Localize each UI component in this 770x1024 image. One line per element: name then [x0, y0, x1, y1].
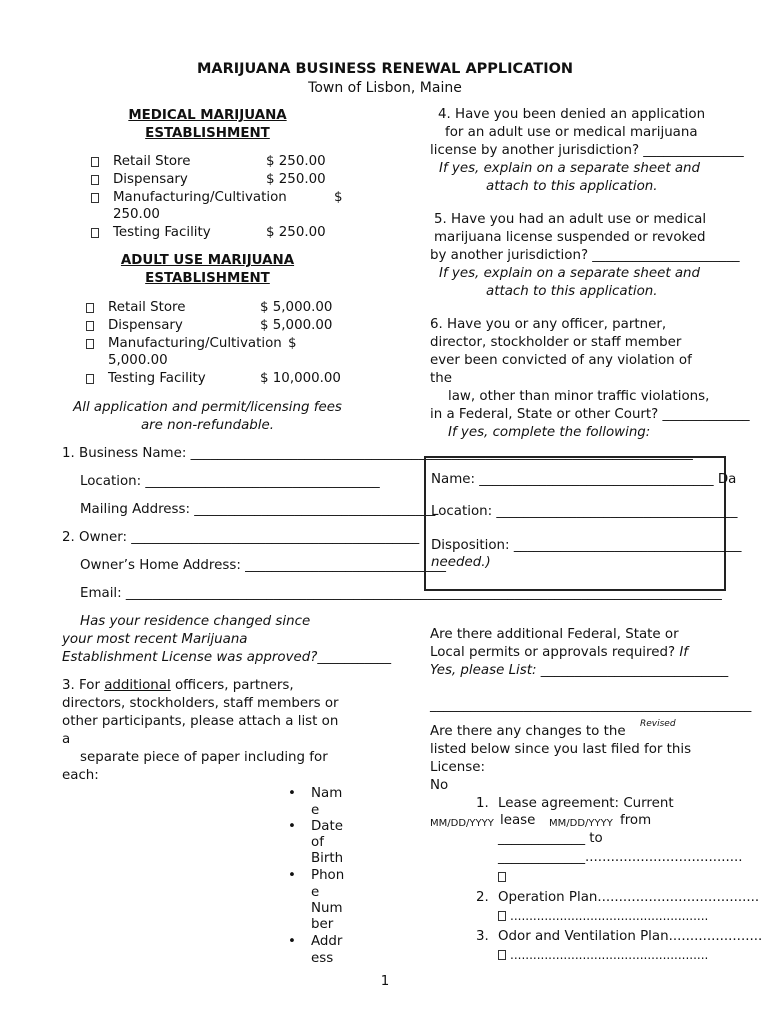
adult-testing-label: Testing Facility	[108, 371, 206, 386]
medical-manufacturing-checkbox[interactable]	[91, 193, 99, 203]
lease-from-blank[interactable]: _____________ to	[498, 831, 603, 846]
owner-field[interactable]: 2. Owner: ___________________________________________	[62, 530, 420, 545]
bullet-text: Phon	[311, 868, 345, 883]
q3-line1-emphasis: additional	[104, 678, 171, 693]
fees-note-line2: are non-refundable.	[140, 418, 275, 433]
bullet-text: e	[311, 803, 320, 818]
medical-manufacturing-fee: $	[334, 190, 343, 205]
medical-heading-line2: ESTABLISHMENT	[145, 126, 270, 141]
q5-line1: 5. Have you had an adult use or medical	[434, 212, 707, 227]
email-field[interactable]: Email: _________________________________________________________________________________________	[80, 586, 722, 601]
adult-retail-label: Retail Store	[108, 300, 186, 315]
date-label-b: MM/DD/YYYY	[549, 818, 613, 829]
odor-checkbox[interactable]	[498, 950, 506, 960]
medical-testing-label: Testing Facility	[113, 225, 211, 240]
medical-testing-checkbox[interactable]	[91, 228, 99, 238]
q6-line6[interactable]: in a Federal, State or other Court? _____________	[430, 407, 750, 422]
item-text: Lease agreement: Current	[498, 796, 674, 811]
bullet-text: Date	[311, 819, 344, 834]
medical-manufacturing-fee-amount: 250.00	[113, 207, 160, 222]
q4-line1: 4. Have you been denied an application	[438, 107, 706, 122]
q5-line2: marijuana license suspended or revoked	[434, 230, 706, 245]
permits-line2	[430, 644, 688, 662]
date-label-a: MM/DD/YYYY	[430, 818, 494, 829]
from-text: from	[620, 813, 652, 828]
residence-line3[interactable]: Establishment License was approved?___________	[62, 650, 392, 665]
page-subtitle: Town of Lisbon, Maine	[308, 80, 462, 96]
lease-checkbox[interactable]	[498, 872, 506, 882]
item-number: 2.	[476, 890, 489, 905]
q3-line1-end: officers, partners,	[170, 678, 294, 693]
q6-line2: director, stockholder or staff member	[430, 335, 682, 350]
q4-line3[interactable]: license by another jurisdiction? _______________	[430, 143, 744, 158]
changes-line3: License:	[430, 760, 485, 775]
medical-testing-fee: $ 250.00	[266, 225, 326, 240]
bullet-marker: •	[288, 786, 296, 801]
q3-line1-start: 3. For	[62, 678, 105, 693]
q3-line4: a	[62, 732, 71, 747]
changes-line4: No	[430, 778, 449, 793]
q3-line2: directors, stockholders, staff members or	[62, 696, 339, 711]
bullet-text: Birth	[311, 851, 344, 866]
changes-line2: listed below since you last filed for this	[430, 742, 692, 757]
page-number: 1	[380, 974, 390, 989]
bullet-text: Num	[311, 901, 343, 916]
medical-retail-fee: $ 250.00	[266, 154, 326, 169]
adult-manufacturing-fee: $	[288, 336, 297, 351]
q3-line5: separate piece of paper including for	[80, 750, 328, 765]
medical-dispensary-checkbox[interactable]	[91, 175, 99, 185]
item-number: 3.	[476, 929, 489, 944]
item-text: Operation Plan......................................	[498, 890, 760, 905]
q6-line7: If yes, complete the following:	[448, 425, 651, 440]
q5-line5: attach to this application.	[486, 284, 658, 299]
changes-line1: Are there any changes to the	[430, 724, 626, 739]
adult-retail-fee: $ 5,000.00	[260, 300, 333, 315]
medical-retail-checkbox[interactable]	[91, 157, 99, 167]
adult-dispensary-fee: $ 5,000.00	[260, 318, 333, 333]
conviction-location-field[interactable]: Location: ____________________________________	[431, 504, 738, 519]
medical-retail-label: Retail Store	[113, 154, 191, 169]
q6-line3: ever been convicted of any violation of	[430, 353, 692, 368]
item-number: 1.	[476, 796, 489, 811]
q6-line5: law, other than minor traffic violations,	[448, 389, 710, 404]
bullet-text: ess	[311, 951, 334, 966]
q5-line4: If yes, explain on a separate sheet and	[439, 266, 701, 281]
bullet-text: of	[311, 835, 324, 850]
bullet-text: ber	[311, 917, 334, 932]
residence-line2: your most recent Marijuana	[62, 632, 248, 647]
bullet-marker: •	[288, 868, 296, 883]
operation-dots: ....................................................	[510, 909, 709, 923]
medical-dispensary-fee: $ 250.00	[266, 172, 326, 187]
bullet-text: Addr	[311, 934, 343, 949]
adult-manufacturing-label: Manufacturing/Cultivation	[108, 336, 282, 351]
revised-label: Revised	[640, 719, 676, 729]
adult-heading-line1: ADULT USE MARIJUANA	[120, 253, 295, 268]
q6-line4: the	[430, 371, 452, 386]
residence-line1: Has your residence changed since	[80, 614, 311, 629]
page-title: MARIJUANA BUSINESS RENEWAL APPLICATION	[196, 61, 574, 77]
q3-line6: each:	[62, 768, 99, 783]
adult-retail-checkbox[interactable]	[86, 303, 94, 313]
mailing-address-field[interactable]: Mailing Address: ____________________________________	[80, 502, 436, 517]
adult-testing-fee: $ 10,000.00	[260, 371, 341, 386]
lease-text: lease	[500, 813, 536, 828]
bullet-text: Nam	[311, 786, 343, 801]
bullet-text: e	[311, 885, 320, 900]
permits-line2-italic: If	[679, 645, 689, 660]
medical-dispensary-label: Dispensary	[113, 172, 188, 187]
permits-line1: Are there additional Federal, State or	[430, 627, 679, 642]
adult-testing-checkbox[interactable]	[86, 374, 94, 384]
permits-list-line[interactable]: ________________________________________________	[430, 698, 752, 713]
location-field[interactable]: Location: ___________________________________	[80, 474, 380, 489]
item-text: Odor and Ventilation Plan......................	[498, 929, 763, 944]
home-address-field[interactable]: Owner’s Home Address: ______________________________	[80, 558, 446, 573]
adult-manufacturing-checkbox[interactable]	[86, 339, 94, 349]
medical-heading-line1: MEDICAL MARIJUANA	[128, 108, 287, 123]
conviction-needed-note: needed.)	[431, 555, 491, 570]
q4-line4: If yes, explain on a separate sheet and	[439, 161, 701, 176]
q6-line1: 6. Have you or any officer, partner,	[430, 317, 667, 332]
bullet-marker: •	[288, 934, 296, 949]
adult-dispensary-label: Dispensary	[108, 318, 183, 333]
q4-line2: for an adult use or medical marijuana	[445, 125, 698, 140]
q4-line5: attach to this application.	[486, 179, 658, 194]
adult-dispensary-checkbox[interactable]	[86, 321, 94, 331]
business-name-field[interactable]: 1. Business Name: ___________________________________________________________________________	[62, 446, 693, 461]
permits-list-field[interactable]: Yes, please List: ____________________________	[430, 663, 729, 678]
odor-dots: ....................................................	[510, 948, 709, 962]
fees-note-line1: All application and permit/licensing fees	[73, 400, 342, 415]
permits-line2-text: Local permits or approvals required?	[430, 645, 680, 660]
bullet-marker: •	[288, 819, 296, 834]
q3-line1	[62, 677, 294, 695]
conviction-disposition-field[interactable]: Disposition: __________________________________	[431, 538, 742, 553]
conviction-name-field[interactable]: Name: ___________________________________ Da	[431, 472, 737, 487]
q3-line3: other participants, please attach a list on	[62, 714, 339, 729]
lease-to-blank[interactable]: _____________.....................................	[498, 850, 743, 865]
medical-manufacturing-label: Manufacturing/Cultivation	[113, 190, 287, 205]
adult-manufacturing-fee-amount: 5,000.00	[108, 353, 168, 368]
operation-checkbox[interactable]	[498, 911, 506, 921]
q5-line3[interactable]: by another jurisdiction? ______________________	[430, 248, 740, 263]
adult-heading-line2: ESTABLISHMENT	[145, 271, 270, 286]
